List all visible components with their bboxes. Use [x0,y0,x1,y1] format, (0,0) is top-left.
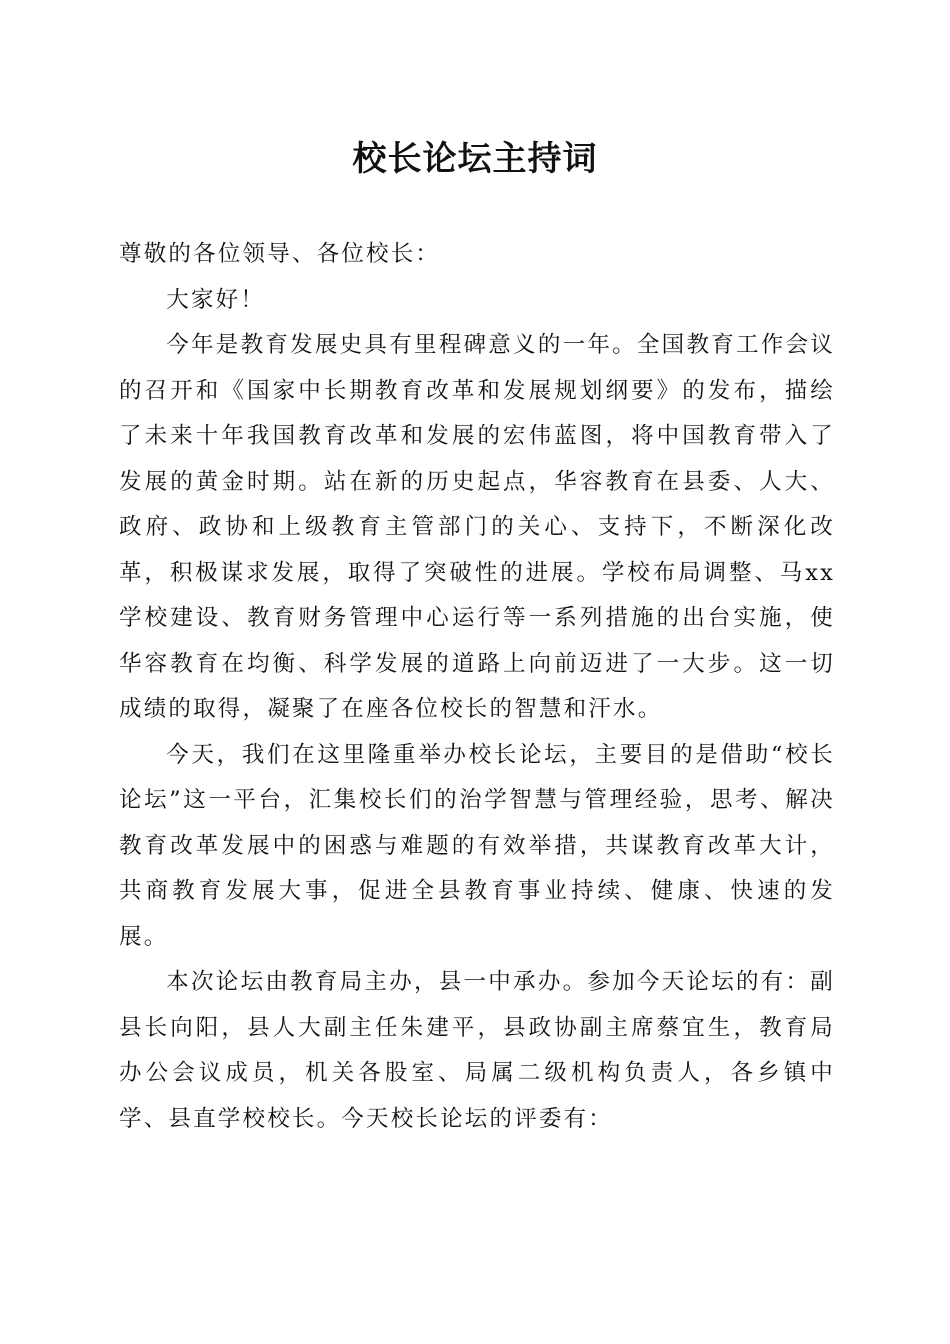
salutation: 尊敬的各位领导、各位校长： [119,241,441,267]
document-body [119,232,835,1142]
paragraph-achievements: 今年是教育发展史具有里程碑意义的一年。全国教育工作会议的召开和《国家中长期教育改革和发展规划纲要》的发布，描绘了未来十年我国教育改革和发展的宏伟蓝图，将中国教育带入了发展的黄金时期。站在新的历史起点，华容教育在县委、人大、政府、政协和上级教育主管部门的关心、支持下，不断深化改革，积极谋求发展，取得了突破性的进展。学校布局调整、马xx学校建设、教育财务管理中心运行等一系列措施的出台实施，使华容教育在均衡、科学发展的道路上向前迈进了一大步。这一切成绩的取得，凝聚了在座各位校长的智慧和汗水。 [119,332,835,722]
paragraph-forum-purpose: 今天，我们在这里隆重举办校长论坛，主要目的是借助“校长论坛”这一平台，汇集校长们的治学智慧与管理经验，思考、解决教育改革发展中的困惑与难题的有效举措，共谋教育改革大计，共商教育发展大事，促进全县教育事业持续、健康、快速的发展。 [119,741,835,950]
document-title: 校长论坛主持词 [352,139,598,179]
paragraph-attendees: 本次论坛由教育局主办，县一中承办。参加今天论坛的有：副县长向阳，县人大副主任朱建平，县政协副主席蔡宜生，教育局办公会议成员，机关各股室、局属二级机构负责人，各乡镇中学、县直学校校长。今天校长论坛的评委有： [119,969,835,1132]
paragraph-greeting: 大家好！ [166,286,266,313]
